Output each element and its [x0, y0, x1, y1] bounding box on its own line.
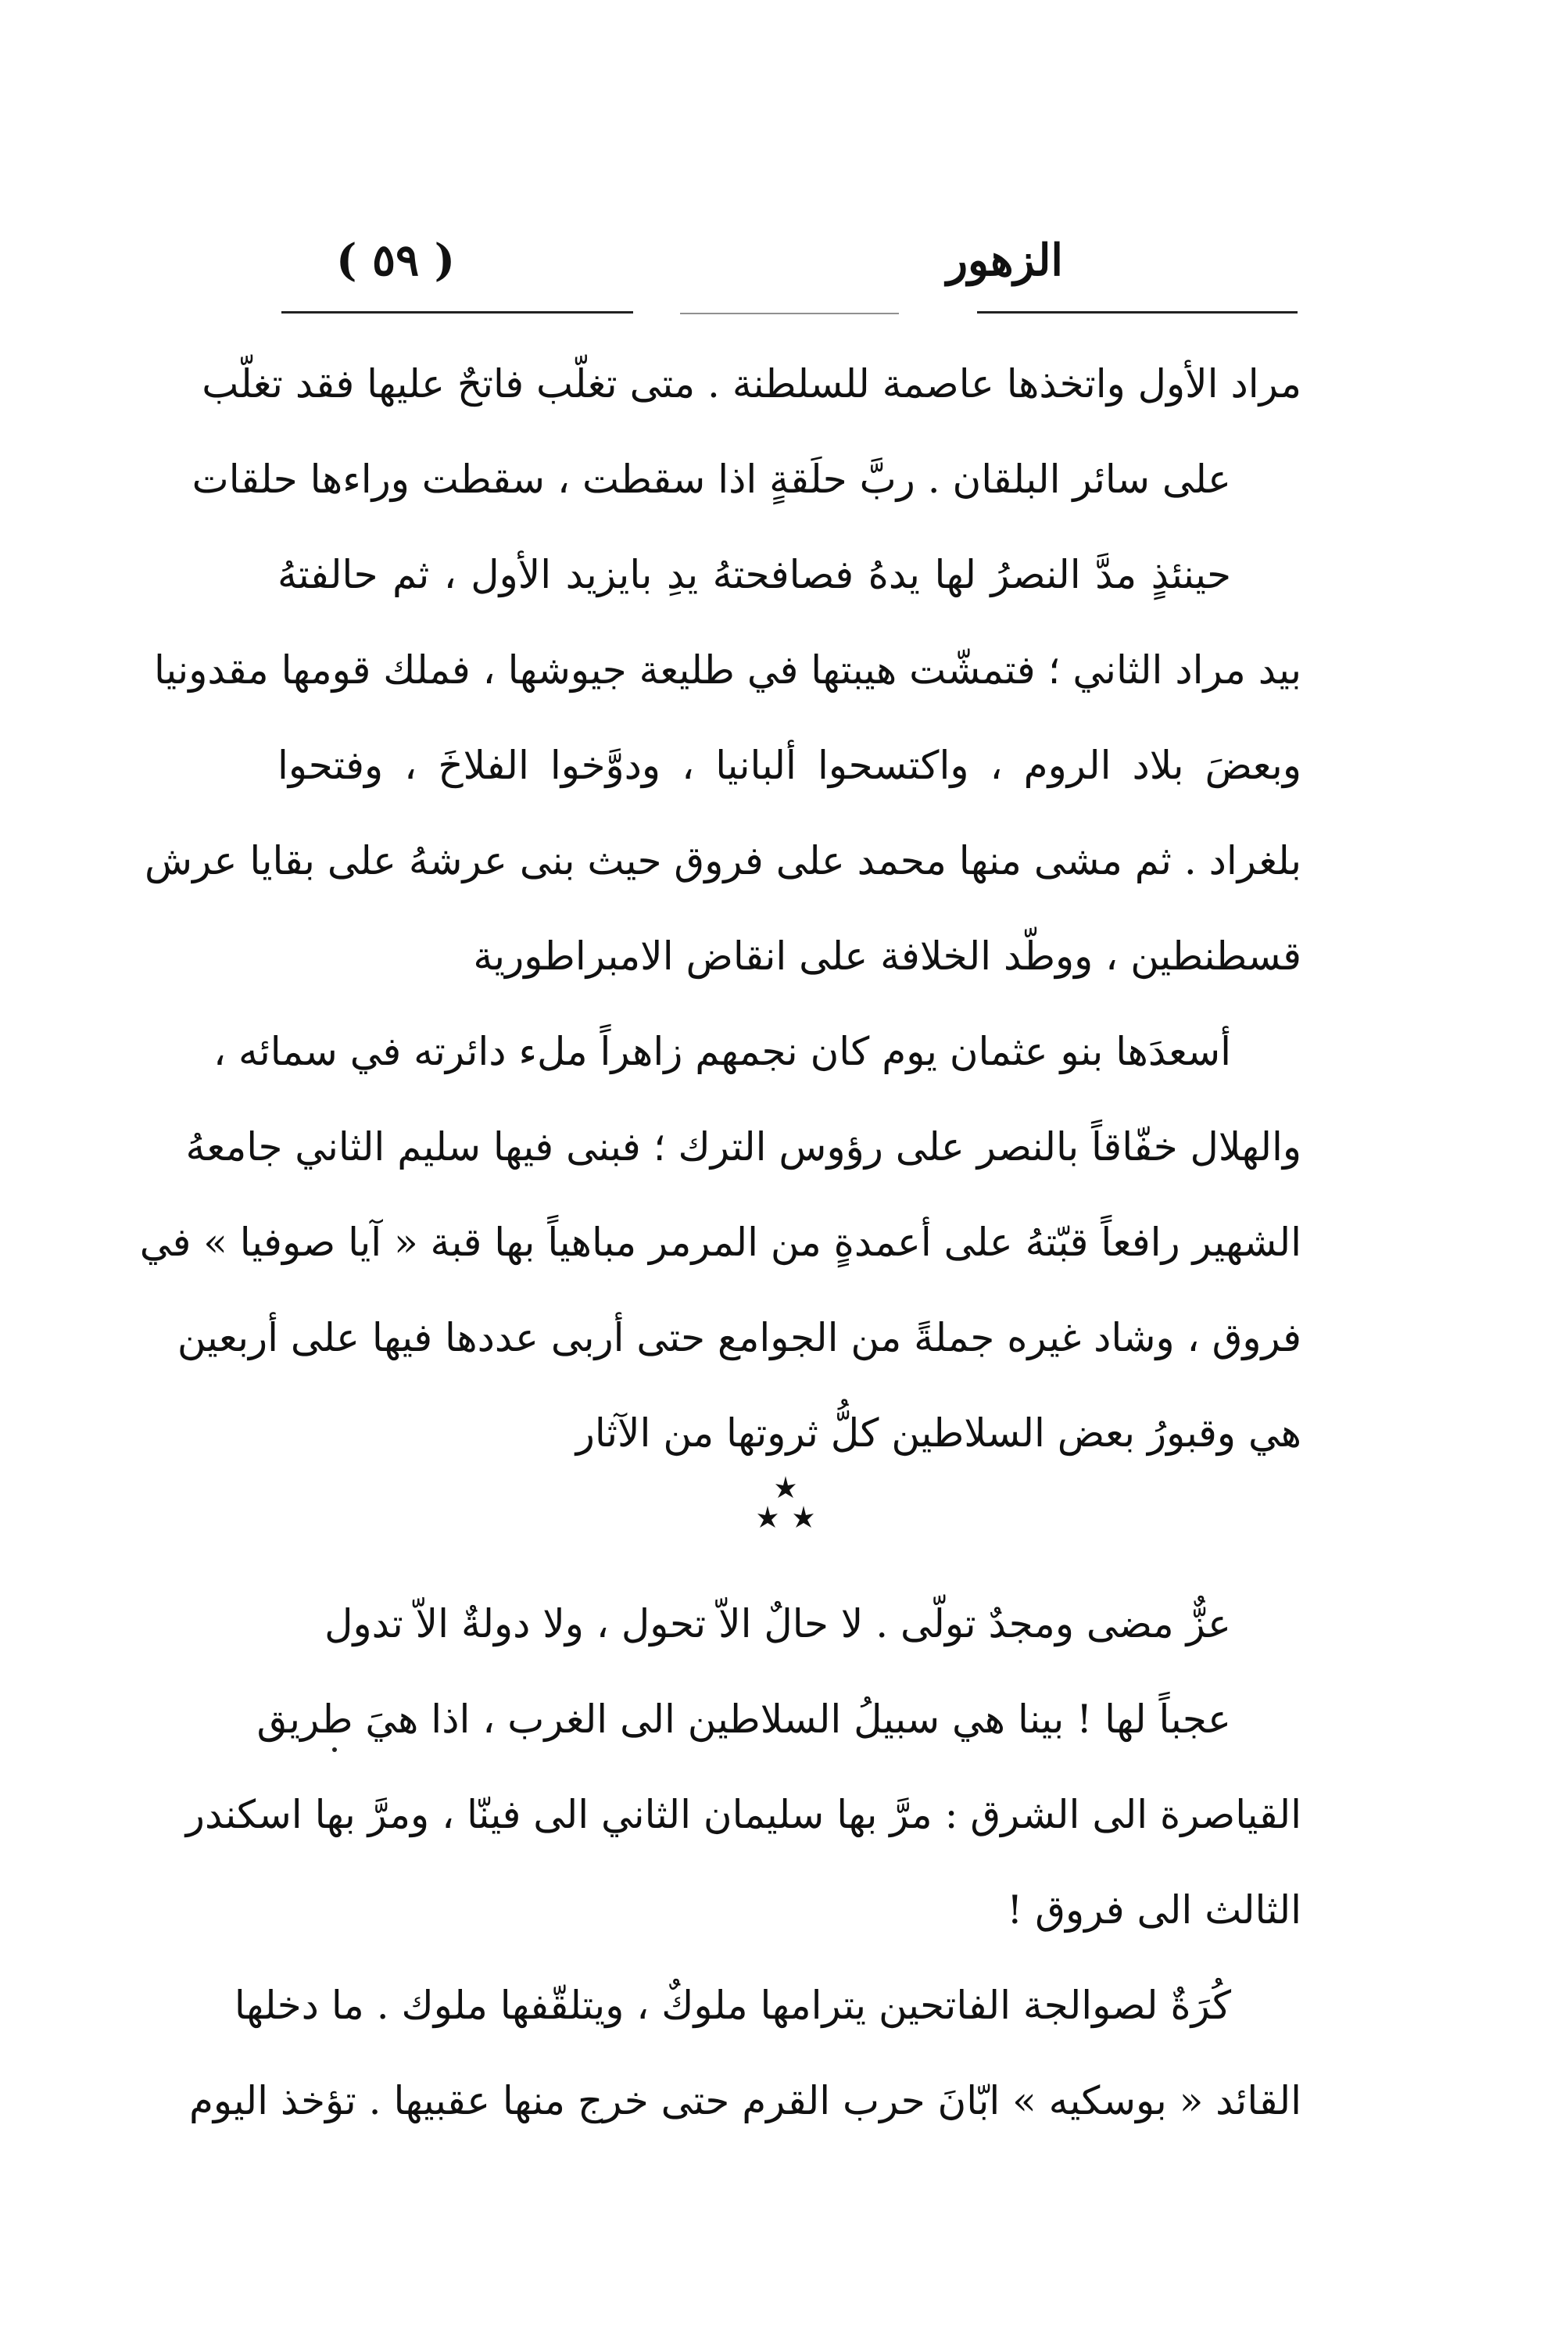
- running-title: الزهور: [946, 235, 1063, 286]
- page-header: [281, 235, 1298, 297]
- text-line: القياصرة الى الشرق : مرَّ بها سليمان الثاني الى فينّا ، ومرَّ بها اسكندر: [185, 1792, 1301, 1837]
- text-line: الثالث الى فروق !: [1007, 1887, 1301, 1933]
- body-text: [139, 336, 1301, 2148]
- text-line: مراد الأول واتخذها عاصمة للسلطنة . متى تغلّب فاتحٌ عليها فقد تغلّب: [202, 361, 1301, 407]
- page-number: ( ٥٩ ): [336, 235, 456, 286]
- text-line: حينئذٍ مدَّ النصرُ لها يدهُ فصافحتهُ يدِ بايزيد الأول ، ثم حالفتهُ: [277, 552, 1231, 597]
- text-line: الشهير رافعاً قبّتهُ على أعمدةٍ من المرمر مباهياً بها قبة « آيا صوفيا » في: [139, 1220, 1301, 1265]
- text-line: فروق ، وشاد غيره جملةً من الجوامع حتى أربى عددها فيها على أربعين: [177, 1315, 1301, 1360]
- header-rule-left: [281, 311, 633, 314]
- text-line: بيد مراد الثاني ؛ فتمشّت هيبتها في طليعة جيوشها ، فملك قومها مقدونيا: [153, 647, 1301, 693]
- text-line: عجباً لها ! بينا هي سبيلُ السلاطين الى الغرب ، اذا هيَ طريق: [256, 1697, 1231, 1742]
- header-rule-right: [977, 311, 1298, 314]
- text-line: والهلال خفّاقاً بالنصر على رؤوس الترك ؛ فبنى فيها سليم الثاني جامعهُ: [185, 1124, 1301, 1170]
- text-line: وبعضَ بلاد الروم ، واكتسحوا ألبانيا ، ودوَّخوا الفلاخَ ، وفتحوا: [277, 743, 1301, 788]
- header-rule-middle: [680, 313, 899, 314]
- text-line: كُرَةٌ لصوالجة الفاتحين يترامها ملوكٌ ، ويتلقّفها ملوك . ما دخلها: [234, 1983, 1231, 2028]
- text-line: هي وقبورُ بعض السلاطين كلُّ ثروتها من الآثار: [575, 1410, 1301, 1456]
- text-line: على سائر البلقان . ربَّ حلَقةٍ اذا سقطت ، سقطت وراءها حلقات: [192, 457, 1231, 502]
- text-line: القائد « بوسكيه » ابّانَ حرب القرم حتى خرج منها عقبيها . تؤخذ اليوم: [188, 2078, 1301, 2123]
- text-line: عزٌّ مضى ومجدٌ تولّى . لا حالٌ الاّ تحول ، ولا دولةٌ الاّ تدول: [324, 1601, 1231, 1646]
- text-line: أسعدَها بنو عثمان يوم كان نجمهم زاهراً ملء دائرته في سمائه ،: [213, 1029, 1231, 1074]
- text-line: قسطنطين ، ووطّد الخلافة على انقاض الامبراطورية: [473, 933, 1301, 979]
- text-line: بلغراد . ثم مشى منها محمد على فروق حيث بنى عرشهُ على بقايا عرش: [145, 838, 1301, 883]
- print-speck: [332, 1747, 337, 1752]
- asterism-icon: [757, 1476, 814, 1528]
- section-ornament: [750, 1470, 821, 1540]
